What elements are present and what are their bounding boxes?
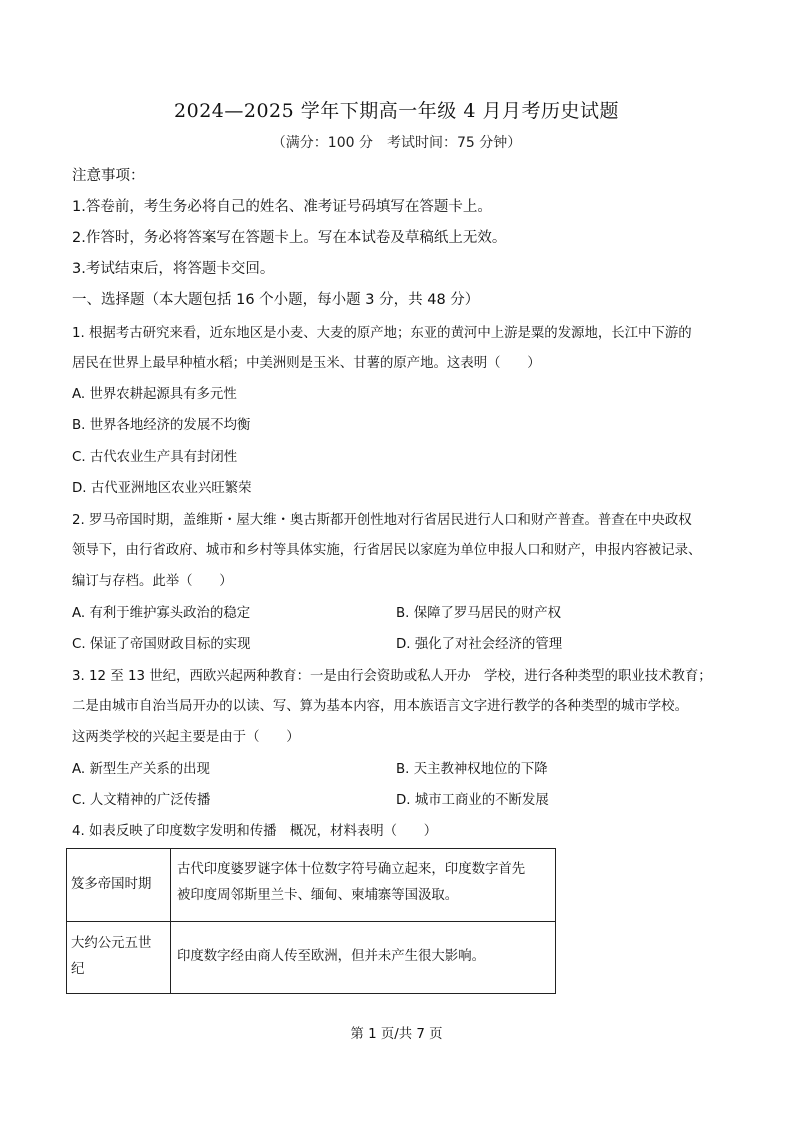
question-1-line-2: 居民在世界上最早种植水稻；中美洲则是玉米、甘薯的原产地。这表明（ ） — [72, 356, 541, 371]
question-3-option-c: C. 人文精神的广泛传播 — [72, 793, 211, 808]
question-3-line-1: 3. 12 至 13 世纪，西欧兴起两种教育：一是由行会资助或私人开办 学校，进行各种类型的职业技术教育； — [72, 669, 712, 684]
note-item-1: 1.答卷前，考生务必将自己的姓名、准考证号码填写在答题卡上。 — [72, 199, 492, 215]
table-row-2-period-line-2: 纪 — [71, 962, 85, 977]
table-row-1-content-line-2: 被印度周邻斯里兰卡、缅甸、柬埔寨等国汲取。 — [177, 888, 459, 903]
note-item-3: 3.考试结束后，将答题卡交回。 — [72, 261, 275, 277]
question-3-line-2: 二是由城市自治当局开办的以读、写、算为基本内容，用本族语言文字进行教学的各种类型的城市学校。 — [72, 699, 688, 714]
table-row-divider — [67, 921, 555, 922]
question-3-option-a: A. 新型生产关系的出现 — [72, 762, 210, 777]
section-heading: 一、选择题（本大题包括 16 个小题，每小题 3 分，共 48 分） — [72, 292, 480, 308]
exam-title: 2024—2025 学年下期高一年级 4 月月考历史试题 — [174, 100, 619, 122]
question-1-option-a: A. 世界农耕起源具有多元性 — [72, 387, 237, 402]
question-1-line-1: 1. 根据考古研究来看，近东地区是小麦、大麦的原产地；东亚的黄河中上游是粟的发源地，长江中下游的 — [72, 326, 692, 341]
data-table — [66, 848, 556, 994]
question-2-option-a: A. 有利于维护寡头政治的稳定 — [72, 606, 251, 621]
question-3-option-d: D. 城市工商业的不断发展 — [396, 793, 549, 808]
question-2-option-d: D. 强化了对社会经济的管理 — [396, 637, 563, 652]
table-row-1-period: 笈多帝国时期 — [71, 877, 152, 892]
question-1-option-d: D. 古代亚洲地区农业兴旺繁荣 — [72, 481, 252, 496]
table-row-1-content-line-1: 古代印度婆罗谜字体十位数字符号确立起来，印度数字首先 — [177, 862, 526, 877]
page-number: 第 1 页/共 7 页 — [350, 1027, 443, 1042]
question-3-line-3: 这两类学校的兴起主要是由于（ ） — [72, 730, 300, 745]
question-1-option-b: B. 世界各地经济的发展不均衡 — [72, 418, 251, 433]
question-2-line-1: 2. 罗马帝国时期，盖维斯・屋大维・奥古斯都开创性地对行省居民进行人口和财产普查。普查在中央政权 — [72, 513, 692, 528]
exam-subtitle: （满分：100 分 考试时间：75 分钟） — [271, 135, 522, 151]
table-row-2-content — [177, 944, 553, 970]
question-2-line-3: 编订与存档。此举（ ） — [72, 574, 233, 589]
table-row-2-content-line-1: 印度数字经由商人传至欧洲，但并未产生很大影响。 — [177, 949, 485, 964]
table-row-1-content — [177, 857, 553, 909]
question-2-line-2: 领导下，由行省政府、城市和乡村等具体实施，行省居民以家庭为单位申报人口和财产，申报内容被记录、 — [72, 543, 702, 558]
question-2-option-c: C. 保证了帝国财政目标的实现 — [72, 637, 251, 652]
table-row-2-period-line-1: 大约公元五世 — [71, 936, 152, 951]
notes-heading: 注意事项： — [72, 168, 145, 184]
table-row-2-period — [71, 931, 167, 983]
question-3-option-b: B. 天主教神权地位的下降 — [396, 762, 548, 777]
question-1-option-c: C. 古代农业生产具有封闭性 — [72, 450, 238, 465]
note-item-2: 2.作答时，务必将答案写在答题卡上。写在本试卷及草稿纸上无效。 — [72, 230, 507, 246]
question-2-option-b: B. 保障了罗马居民的财产权 — [396, 606, 561, 621]
question-4-line-1: 4. 如表反映了印度数字发明和传播 概况，材料表明（ ） — [72, 824, 438, 839]
